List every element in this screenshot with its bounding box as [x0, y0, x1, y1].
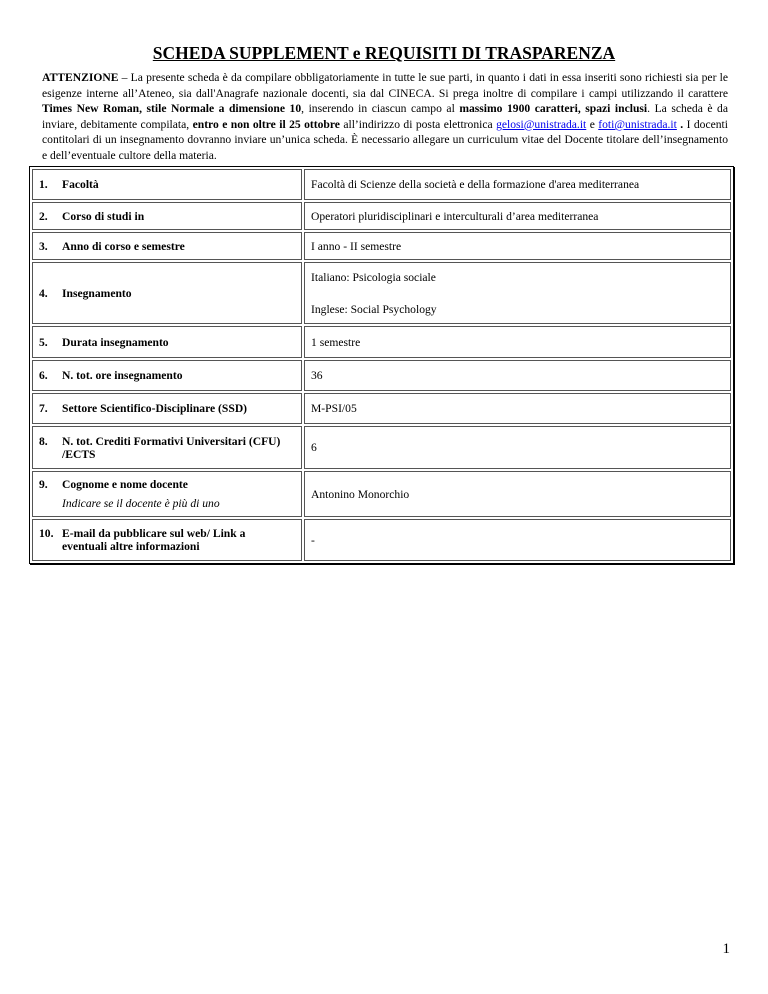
field-label [32, 471, 302, 517]
field-value [304, 262, 731, 324]
field-number: 8. [39, 434, 48, 448]
field-label [32, 169, 302, 200]
field-label-text: Cognome e nome docente [62, 478, 188, 491]
notice-char-limit: massimo 1900 caratteri, spazi inclusi [459, 102, 648, 116]
field-value: - [304, 519, 731, 561]
table-row [32, 232, 731, 260]
email-link-gelosi[interactable]: gelosi@unistrada.it [496, 117, 587, 131]
value-italian: Italiano: Psicologia sociale [311, 270, 436, 284]
field-value: I anno - II semestre [304, 232, 731, 260]
notice-text: , inserendo in ciascun campo al [301, 102, 460, 116]
field-label-text: Corso di studi in [62, 209, 145, 223]
field-number: 2. [39, 209, 48, 223]
field-value: Facoltà di Scienze della società e della formazione d'area mediterranea [304, 169, 731, 200]
table-row [32, 326, 731, 358]
document-title: SCHEDA SUPPLEMENT e REQUISITI DI TRASPARENZA [152, 43, 616, 63]
notice-text: e [586, 117, 599, 131]
table-row [32, 262, 731, 324]
field-number: 4. [39, 286, 48, 300]
table-row [32, 519, 731, 561]
notice-text: . La scheda è da inviare, debitamente compilata, [42, 102, 729, 131]
notice-font-requirement: Times New Roman, stile Normale a dimensione 10 [42, 102, 302, 116]
page-number: 1 [722, 941, 730, 957]
field-number: 9. [39, 478, 48, 491]
field-number: 3. [39, 239, 48, 253]
field-label [32, 393, 302, 424]
table-row [32, 360, 731, 391]
field-label-text: Insegnamento [62, 286, 132, 300]
field-number: 1. [39, 178, 48, 191]
email-link-foti[interactable]: foti@unistrada.it [598, 117, 677, 131]
field-label-text: Settore Scientifico-Disciplinare (SSD) [62, 402, 248, 415]
field-number: 10. [39, 527, 54, 540]
table-row [32, 393, 731, 424]
field-value: 1 semestre [304, 326, 731, 358]
notice-paragraph [42, 70, 728, 164]
field-label [32, 232, 302, 260]
notice-text: – La presente scheda è da compilare obbligatoriamente in tutte le sue parti, in quanto i dati in essa inseriti sono richiesti sia per le esigenze interne all’Ateneo, sia dall'Anagrafe nazionale docenti, sia dal CINECA. Si prega inoltre di compilare i campi utilizzando il carattere [42, 71, 728, 100]
field-label [32, 360, 302, 391]
table-row [32, 426, 731, 469]
field-number: 7. [39, 402, 48, 415]
field-number: 5. [39, 335, 48, 349]
table-row [32, 169, 731, 200]
table-row [32, 202, 731, 230]
field-label [32, 426, 302, 469]
table-row [32, 471, 731, 517]
field-value: Operatori pluridisciplinari e interculturali d’area mediterranea [304, 202, 731, 230]
course-info-table [29, 166, 734, 564]
notice-deadline: entro e non oltre il 25 ottobre [192, 117, 340, 131]
field-value: 36 [304, 360, 731, 391]
field-label-text: Facoltà [62, 178, 99, 191]
field-number: 6. [39, 369, 48, 382]
field-label-text: N. tot. ore insegnamento [62, 369, 183, 382]
field-value: M-PSI/05 [304, 393, 731, 424]
field-label-text: N. tot. Crediti Formativi Universitari (CFU) /ECTS [62, 434, 281, 461]
field-label [32, 262, 302, 324]
field-label [32, 202, 302, 230]
notice-attention: ATTENZIONE [42, 71, 119, 84]
field-label [32, 326, 302, 358]
field-value: Antonino Monorchio [304, 471, 731, 517]
field-note: Indicare se il docente è più di uno [62, 497, 220, 510]
field-label-text: E-mail da pubblicare sul web/ Link a eventuali altre informazioni [62, 527, 246, 553]
value-english: Inglese: Social Psychology [311, 302, 437, 316]
field-label [32, 519, 302, 561]
field-label-text: Durata insegnamento [62, 335, 169, 349]
notice-text: . [676, 117, 687, 131]
notice-text: I docenti contitolari di un insegnamento dovranno inviare un’unica scheda. È necessario allegare un curriculum vitae del Docente titolare dell’insegnamento e dell’eventuale cultore della materia. [42, 117, 728, 162]
field-value: 6 [304, 426, 731, 469]
notice-text: all’indirizzo di posta elettronica [339, 117, 497, 131]
field-label-text: Anno di corso e semestre [62, 239, 185, 253]
